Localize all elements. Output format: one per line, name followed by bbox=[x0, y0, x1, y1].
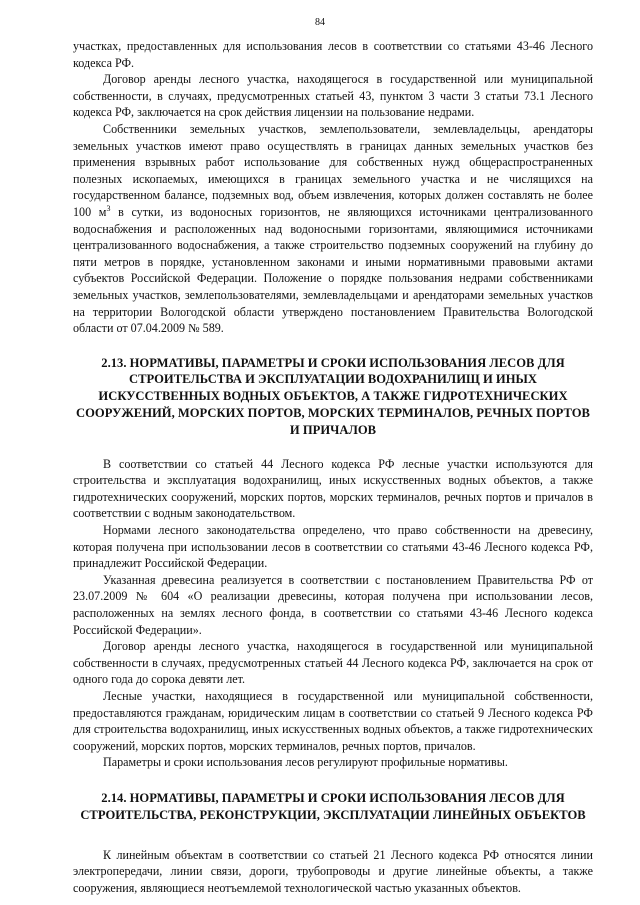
owners-text-part2: в сутки, из водоносных горизонтов, не являющихся источниками централизованного водоснабжения и расположенных над водоносными горизонтами, являющимися источниками централизованного водоснабжения, а также строительство подземных сооружений на глубину до пяти метров в порядке, установленном законами и иными нормативными правовыми актами субъектов Российской Федерации. Положение о порядке пользования недрами собственниками земельных участков, землепользователями, землевладельцами и арендаторами земельных участков на территории Вологодской области утверждено постановлением Правительства Вологодской области от 07.04.2009 № 589. bbox=[73, 204, 593, 336]
section-heading-2-14: 2.14. НОРМАТИВЫ, ПАРАМЕТРЫ И СРОКИ ИСПОЛЬЗОВАНИЯ ЛЕСОВ ДЛЯ СТРОИТЕЛЬСТВА, РЕКОНСТРУКЦИИ, ЭКСПЛУАТАЦИИ ЛИНЕЙНЫХ ОБЪЕКТОВ bbox=[80, 790, 586, 822]
paragraph-2-13-article-44: В соответствии со статьей 44 Лесного кодекса РФ лесные участки используются для строительства и эксплуатация водохранилищ, иных искусственных водных объектов, а также гидротехнических сооружений, морских портов, морских терминалов, речных портов и причалов в соответствии с водным законодательством. bbox=[73, 456, 593, 521]
paragraph-2-13-regulation: Параметры и сроки использования лесов регулируют профильные нормативы. bbox=[103, 755, 508, 770]
paragraph-2-13-wood-sale: Указанная древесина реализуется в соответствии с постановлением Правительства РФ от 23.07.2009 № 604 «О реализации древесины, которая получена при использовании лесов, расположенных на землях лесного фонда, в соответствии со статьями 43-46 Лесного кодекса Российской Федерации». bbox=[73, 572, 593, 637]
paragraph-continuation: участках, предоставленных для использования лесов в соответствии со статьями 43-46 Лесного кодекса РФ. bbox=[73, 39, 593, 70]
paragraph-2-13-lease-term: Договор аренды лесного участка, находящегося в государственной или муниципальной собственности в случаях, предусмотренных статьей 44 Лесного кодекса РФ, заключается на срок от одного года до сорока девяти лет. bbox=[73, 639, 593, 687]
paragraph-2-13-wood-ownership: Нормами лесного законодательства определено, что право собственности на древесину, которая получена при использовании лесов в соответствии со статьями 43-46 Лесного кодекса РФ, принадлежит Российской Федерации. bbox=[73, 523, 593, 571]
owners-text-part1: Собственники земельных участков, землепользователи, землевладельцы, арендаторы земельных участков имеют право осуществлять в границах данных земельных участков без применения взрывных работ использование для собственных нужд общераспространенных полезных ископаемых, имеющихся в границах земельного участка и не числящихся на государственном балансе, подземных вод, объем извлечения, которых должен составлять не более 100 м bbox=[73, 121, 593, 219]
superscript-cubic: 3 bbox=[106, 203, 111, 213]
paragraph-2-13-land-provision: Лесные участки, находящиеся в государственной или муниципальной собственности, предоставляются гражданам, юридическим лицам в соответствии со статьей 9 Лесного кодекса РФ для строительства водохранилищ, иных искусственных водных объектов, а также гидротехнических сооружений, морских портов, морских терминалов, речных портов, причалов. bbox=[73, 688, 593, 753]
section-heading-2-13: 2.13. НОРМАТИВЫ, ПАРАМЕТРЫ И СРОКИ ИСПОЛЬЗОВАНИЯ ЛЕСОВ ДЛЯ СТРОИТЕЛЬСТВА И ЭКСПЛУАТАЦИИ ВОДОХРАНИЛИЩ И ИНЫХ ИСКУССТВЕННЫХ ВОДНЫХ ОБЪЕКТОВ, А ТАКЖЕ ГИДРОТЕХНИЧЕСКИХ СООРУЖЕНИЙ, МОРСКИХ ПОРТОВ, МОРСКИХ ТЕРМИНАЛОВ, РЕЧНЫХ ПОРТОВ И ПРИЧАЛОВ bbox=[76, 355, 590, 437]
page-content bbox=[73, 38, 593, 896]
paragraph-lease-term-license: Договор аренды лесного участка, находящегося в государственной или муниципальной собственности, в случаях, предусмотренных статьей 43, пунктом 3 части 3 статьи 73.1 Лесного кодекса РФ, заключается на срок действия лицензии на пользование недрами. bbox=[73, 72, 593, 120]
paragraph-land-owners-rights bbox=[73, 121, 593, 337]
paragraph-2-14-linear-objects: К линейным объектам в соответствии со статьей 21 Лесного кодекса РФ относятся линии электропередачи, линии связи, дороги, трубопроводы и другие линейные объекты, а также сооружения, являющиеся неотъемлемой технологической частью указанных объектов. bbox=[73, 847, 593, 895]
page-number: 84 bbox=[315, 17, 325, 28]
